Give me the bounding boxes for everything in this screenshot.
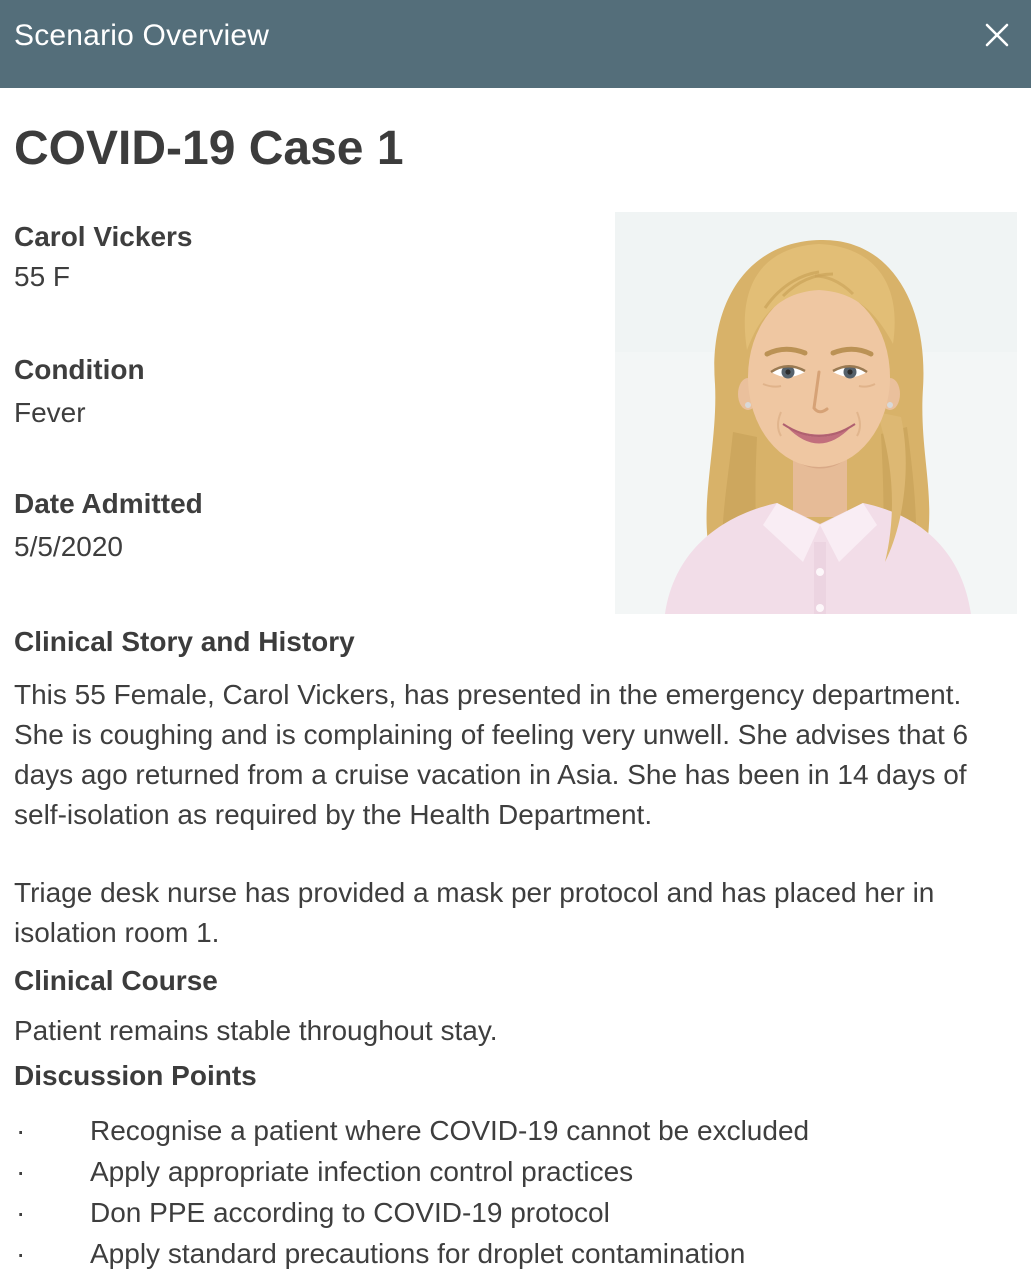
clinical-course-text: Patient remains stable throughout stay.: [14, 1015, 498, 1046]
page-title: COVID-19 Case 1: [14, 122, 404, 175]
discussion-point-text: Apply appropriate infection control practices: [90, 1156, 634, 1187]
close-button[interactable]: [979, 18, 1015, 54]
date-admitted-value: 5/5/2020: [14, 531, 123, 562]
clinical-story-section: [14, 623, 1015, 953]
patient-age-sex: 55 F: [14, 261, 71, 292]
condition-value: Fever: [14, 397, 86, 428]
list-item: [14, 1111, 1015, 1151]
modal-header: [0, 0, 1031, 88]
discussion-points-heading: Discussion Points: [14, 1060, 257, 1091]
discussion-point-text: Don PPE according to COVID-19 protocol: [90, 1197, 610, 1228]
discussion-point-text: Recognise a patient where COVID-19 cannot be excluded: [90, 1115, 810, 1146]
clinical-story-paragraph: This 55 Female, Carol Vickers, has presented in the emergency department. She is coughing and is complaining of feeling very unwell. She advises that 6 days ago returned from a cruise vacation in Asia. She has been in 14 days of self-isolation as required by the Health Department.: [14, 679, 969, 830]
discussion-points-list: [14, 1111, 1015, 1274]
bullet-icon: ·: [16, 1238, 26, 1269]
modal-title: Scenario Overview: [14, 19, 270, 52]
clinical-course-section: [14, 962, 1015, 1051]
discussion-point-text: Apply standard precautions for droplet contamination: [90, 1238, 746, 1269]
bullet-icon: ·: [16, 1197, 26, 1228]
list-item: [14, 1152, 1015, 1192]
list-item: [14, 1234, 1015, 1274]
condition-label: Condition: [14, 354, 145, 385]
patient-name: Carol Vickers: [14, 221, 193, 252]
close-icon: [981, 19, 1013, 54]
patient-portrait-illustration: [615, 212, 1017, 614]
date-admitted-label: Date Admitted: [14, 488, 203, 519]
bullet-icon: ·: [16, 1156, 26, 1187]
patient-photo: [615, 212, 1017, 614]
discussion-points-section: [14, 1057, 1015, 1274]
list-item: [14, 1193, 1015, 1233]
clinical-story-heading: Clinical Story and History: [14, 626, 355, 657]
clinical-course-heading: Clinical Course: [14, 965, 218, 996]
bullet-icon: ·: [16, 1115, 26, 1146]
triage-paragraph: Triage desk nurse has provided a mask per protocol and has placed her in isolation room 1.: [14, 877, 935, 948]
